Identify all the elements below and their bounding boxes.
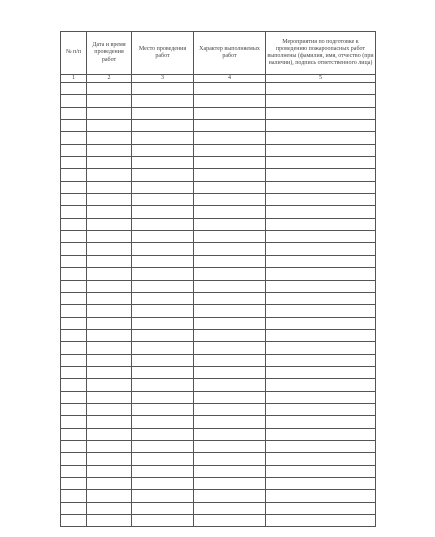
table-row [61, 231, 376, 243]
table-cell [61, 157, 87, 169]
table-cell [87, 329, 132, 341]
table-cell [194, 342, 266, 354]
table-cell [87, 391, 132, 403]
table-cell [61, 280, 87, 292]
table-cell [61, 391, 87, 403]
column-number-2: 2 [87, 75, 132, 83]
table-cell [266, 379, 376, 391]
table-cell [194, 416, 266, 428]
header-location: Место проведения работ [132, 32, 194, 75]
table-row [61, 305, 376, 317]
table-cell [61, 194, 87, 206]
table-cell [266, 416, 376, 428]
table-cell [61, 144, 87, 156]
table-cell [132, 428, 194, 440]
table-cell [61, 366, 87, 378]
table-cell [132, 465, 194, 477]
table-cell [132, 416, 194, 428]
table-cell [132, 329, 194, 341]
table-cell [132, 181, 194, 193]
table-row [61, 317, 376, 329]
journal-table [60, 31, 376, 527]
header-work-type: Характер выполняемых работ [194, 32, 266, 75]
table-cell [266, 366, 376, 378]
table-cell [266, 440, 376, 452]
table-cell [266, 194, 376, 206]
table-cell [132, 132, 194, 144]
table-cell [266, 95, 376, 107]
table-cell [132, 231, 194, 243]
table-cell [61, 428, 87, 440]
table-cell [61, 231, 87, 243]
table-row [61, 453, 376, 465]
table-cell [132, 366, 194, 378]
table-row [61, 268, 376, 280]
table-row [61, 329, 376, 341]
table-cell [194, 305, 266, 317]
table-cell [266, 478, 376, 490]
table-cell [132, 292, 194, 304]
table-cell [87, 379, 132, 391]
table-row [61, 403, 376, 415]
table-cell [61, 403, 87, 415]
table-cell [266, 120, 376, 132]
column-number-row [61, 75, 376, 83]
table-cell [194, 329, 266, 341]
table-cell [132, 280, 194, 292]
table-cell [194, 181, 266, 193]
table-cell [61, 478, 87, 490]
table-row [61, 255, 376, 267]
table-cell [61, 329, 87, 341]
table-cell [87, 169, 132, 181]
column-number-1: 1 [61, 75, 87, 83]
table-row [61, 243, 376, 255]
table-row [61, 95, 376, 107]
table-row [61, 206, 376, 218]
table-cell [266, 490, 376, 502]
table-cell [61, 354, 87, 366]
table-cell [132, 194, 194, 206]
table-cell [194, 169, 266, 181]
table-cell [132, 478, 194, 490]
table-row [61, 478, 376, 490]
table-cell [194, 440, 266, 452]
table-cell [266, 465, 376, 477]
table-cell [132, 243, 194, 255]
table-row [61, 515, 376, 527]
header-row [61, 32, 376, 75]
table-cell [132, 95, 194, 107]
table-cell [87, 515, 132, 527]
table-row [61, 416, 376, 428]
table-cell [266, 181, 376, 193]
table-cell [61, 218, 87, 230]
table-cell [87, 478, 132, 490]
table-cell [87, 181, 132, 193]
table-cell [194, 453, 266, 465]
table-cell [87, 280, 132, 292]
table-cell [61, 95, 87, 107]
table-cell [87, 194, 132, 206]
table-row [61, 218, 376, 230]
table-cell [266, 144, 376, 156]
table-cell [61, 292, 87, 304]
table-row [61, 144, 376, 156]
table-cell [132, 120, 194, 132]
table-cell [61, 490, 87, 502]
table-cell [266, 453, 376, 465]
table-cell [132, 144, 194, 156]
table-cell [87, 305, 132, 317]
table-cell [132, 502, 194, 514]
table-row [61, 366, 376, 378]
table-cell [194, 231, 266, 243]
table-row [61, 181, 376, 193]
table-cell [266, 305, 376, 317]
table-cell [194, 255, 266, 267]
table-cell [194, 157, 266, 169]
table-cell [266, 354, 376, 366]
table-cell [132, 515, 194, 527]
column-number-4: 4 [194, 75, 266, 83]
table-cell [61, 342, 87, 354]
table-cell [266, 428, 376, 440]
table-cell [61, 243, 87, 255]
table-cell [132, 107, 194, 119]
header-measures: Мероприятия по подготовке к проведению пожароопасных работ выполнены (фамилия, имя, отчество (при наличии), подпись ответственного лица) [266, 32, 376, 75]
table-cell [266, 231, 376, 243]
header-date-time: Дата и время проведения работ [87, 32, 132, 75]
column-number-5: 5 [266, 75, 376, 83]
table-cell [61, 181, 87, 193]
table-cell [61, 120, 87, 132]
table-cell [87, 157, 132, 169]
table-cell [87, 95, 132, 107]
table-row [61, 465, 376, 477]
table-cell [132, 157, 194, 169]
table-cell [87, 440, 132, 452]
table-cell [87, 255, 132, 267]
table-cell [194, 403, 266, 415]
table-cell [266, 515, 376, 527]
table-cell [194, 95, 266, 107]
table-cell [61, 206, 87, 218]
table-cell [87, 268, 132, 280]
table-cell [194, 243, 266, 255]
table-cell [61, 465, 87, 477]
table-cell [61, 379, 87, 391]
table-row [61, 157, 376, 169]
table-cell [266, 292, 376, 304]
table-cell [87, 428, 132, 440]
table-cell [61, 107, 87, 119]
table-cell [194, 354, 266, 366]
table-cell [61, 440, 87, 452]
table-cell [87, 342, 132, 354]
table-cell [194, 132, 266, 144]
table-cell [87, 366, 132, 378]
header-number: № п/п [61, 32, 87, 75]
table-cell [87, 453, 132, 465]
table-cell [266, 268, 376, 280]
table-row [61, 428, 376, 440]
table-cell [87, 416, 132, 428]
table-cell [194, 292, 266, 304]
column-number-3: 3 [132, 75, 194, 83]
table-cell [87, 403, 132, 415]
table-cell [266, 255, 376, 267]
table-cell [87, 120, 132, 132]
table-cell [266, 280, 376, 292]
table-cell [132, 490, 194, 502]
table-cell [194, 280, 266, 292]
table-cell [132, 403, 194, 415]
table-cell [194, 428, 266, 440]
table-cell [266, 403, 376, 415]
table-cell [132, 268, 194, 280]
table-row [61, 194, 376, 206]
table-cell [61, 416, 87, 428]
table-row [61, 490, 376, 502]
table-cell [194, 218, 266, 230]
table-row [61, 440, 376, 452]
table-cell [132, 317, 194, 329]
table-cell [61, 255, 87, 267]
table-cell [87, 144, 132, 156]
table-row [61, 83, 376, 95]
table-cell [61, 453, 87, 465]
table-cell [61, 305, 87, 317]
table-cell [194, 465, 266, 477]
table-cell [61, 132, 87, 144]
table-cell [87, 206, 132, 218]
table-cell [194, 206, 266, 218]
table-cell [194, 490, 266, 502]
table-row [61, 107, 376, 119]
table-cell [132, 342, 194, 354]
table-cell [266, 243, 376, 255]
table-row [61, 280, 376, 292]
table-cell [87, 292, 132, 304]
table-cell [266, 83, 376, 95]
table-cell [132, 218, 194, 230]
table-cell [194, 317, 266, 329]
table-cell [266, 317, 376, 329]
table-row [61, 379, 376, 391]
table-cell [266, 107, 376, 119]
table-cell [266, 391, 376, 403]
table-cell [87, 231, 132, 243]
table-cell [194, 144, 266, 156]
table-cell [266, 502, 376, 514]
table-cell [194, 268, 266, 280]
table-cell [194, 194, 266, 206]
table-cell [194, 515, 266, 527]
table-cell [87, 83, 132, 95]
table-cell [266, 169, 376, 181]
table-cell [87, 354, 132, 366]
table-cell [61, 515, 87, 527]
table-row [61, 120, 376, 132]
table-cell [266, 329, 376, 341]
table-row [61, 502, 376, 514]
table-row [61, 354, 376, 366]
table-cell [132, 453, 194, 465]
table-row [61, 169, 376, 181]
table-cell [87, 502, 132, 514]
table-cell [194, 83, 266, 95]
table-cell [194, 120, 266, 132]
table-cell [61, 169, 87, 181]
table-cell [132, 354, 194, 366]
table-cell [194, 391, 266, 403]
table-cell [132, 379, 194, 391]
table-cell [266, 157, 376, 169]
table-cell [266, 218, 376, 230]
table-cell [87, 218, 132, 230]
table-cell [87, 107, 132, 119]
table-cell [194, 478, 266, 490]
table-cell [132, 391, 194, 403]
journal-body [61, 83, 376, 527]
table-row [61, 292, 376, 304]
table-cell [61, 268, 87, 280]
table-cell [61, 317, 87, 329]
table-cell [266, 132, 376, 144]
table-cell [61, 83, 87, 95]
table-row [61, 132, 376, 144]
table-cell [132, 255, 194, 267]
table-cell [194, 366, 266, 378]
table-row [61, 342, 376, 354]
table-cell [87, 243, 132, 255]
table-cell [266, 342, 376, 354]
table-cell [266, 206, 376, 218]
table-cell [132, 305, 194, 317]
table-cell [87, 465, 132, 477]
table-cell [194, 107, 266, 119]
table-cell [87, 132, 132, 144]
table-cell [132, 169, 194, 181]
table-cell [87, 490, 132, 502]
table-cell [132, 83, 194, 95]
table-cell [87, 317, 132, 329]
table-row [61, 391, 376, 403]
table-cell [132, 440, 194, 452]
table-cell [194, 502, 266, 514]
table-cell [194, 379, 266, 391]
table-cell [61, 502, 87, 514]
table-cell [132, 206, 194, 218]
